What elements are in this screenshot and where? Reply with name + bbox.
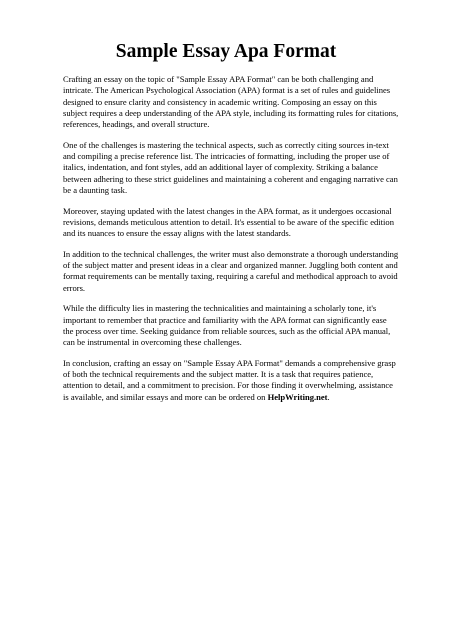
- helpwriting-link[interactable]: HelpWriting.net: [267, 391, 328, 402]
- conclusion-text: In conclusion, crafting an essay on "Sample Essay APA Format" demands a comprehensive grasp of both the technical requirements and the subject matter. It is a task that requires patience, attention to detail, and a commitment to precision. For those finding it overwhelming, assistance is available, and similar essays and more can be ordered on: [63, 357, 396, 402]
- paragraph-2: One of the challenges is mastering the technical aspects, such as correctly citing sources in-text and compiling a precise reference list. The intricacies of formatting, including the proper use of italics, indentation, and font styles, add an additional layer of complexity. Striking a balance between adhering to these strict guidelines and maintaining a coherent and engaging narrative can be a daunting task.: [63, 139, 398, 195]
- essay-body: [63, 74, 399, 412]
- paragraph-conclusion: [63, 358, 399, 403]
- paragraph-5: While the difficulty lies in mastering the technicalities and maintaining a scholarly tone, it's important to remember that practice and familiarity with the APA format can significantly ease the process over time. Seeking guidance from reliable sources, such as the official APA manual, can be instrumental in overcoming these challenges.: [63, 303, 391, 347]
- conclusion-period: .: [327, 391, 330, 402]
- paragraph-4: In addition to the technical challenges, the writer must also demonstrate a thorough understanding of the subject matter and present ideas in a clear and organized manner. Juggling both content and format requirements can be mentally taxing, requiring a careful and methodical approach to avoid errors.: [63, 248, 399, 293]
- paragraph-1: Crafting an essay on the topic of "Sample Essay APA Format" can be both challenging and intricate. The American Psychological Association (APA) format is a set of rules and guidelines designed to ensure clarity and consistency in academic writing. Composing an essay on this subject requires a deep understanding of the APA style, including its formatting rules for citations, references, headings, and overall structure.: [63, 74, 399, 129]
- paragraph-3: Moreover, staying updated with the latest changes in the APA format, as it undergoes occasional revisions, demands meticulous attention to detail. It's essential to be aware of the specific edition and its nuances to ensure the essay aligns with the latest standards.: [63, 205, 394, 238]
- page-title: Sample Essay Apa Format: [115, 41, 337, 62]
